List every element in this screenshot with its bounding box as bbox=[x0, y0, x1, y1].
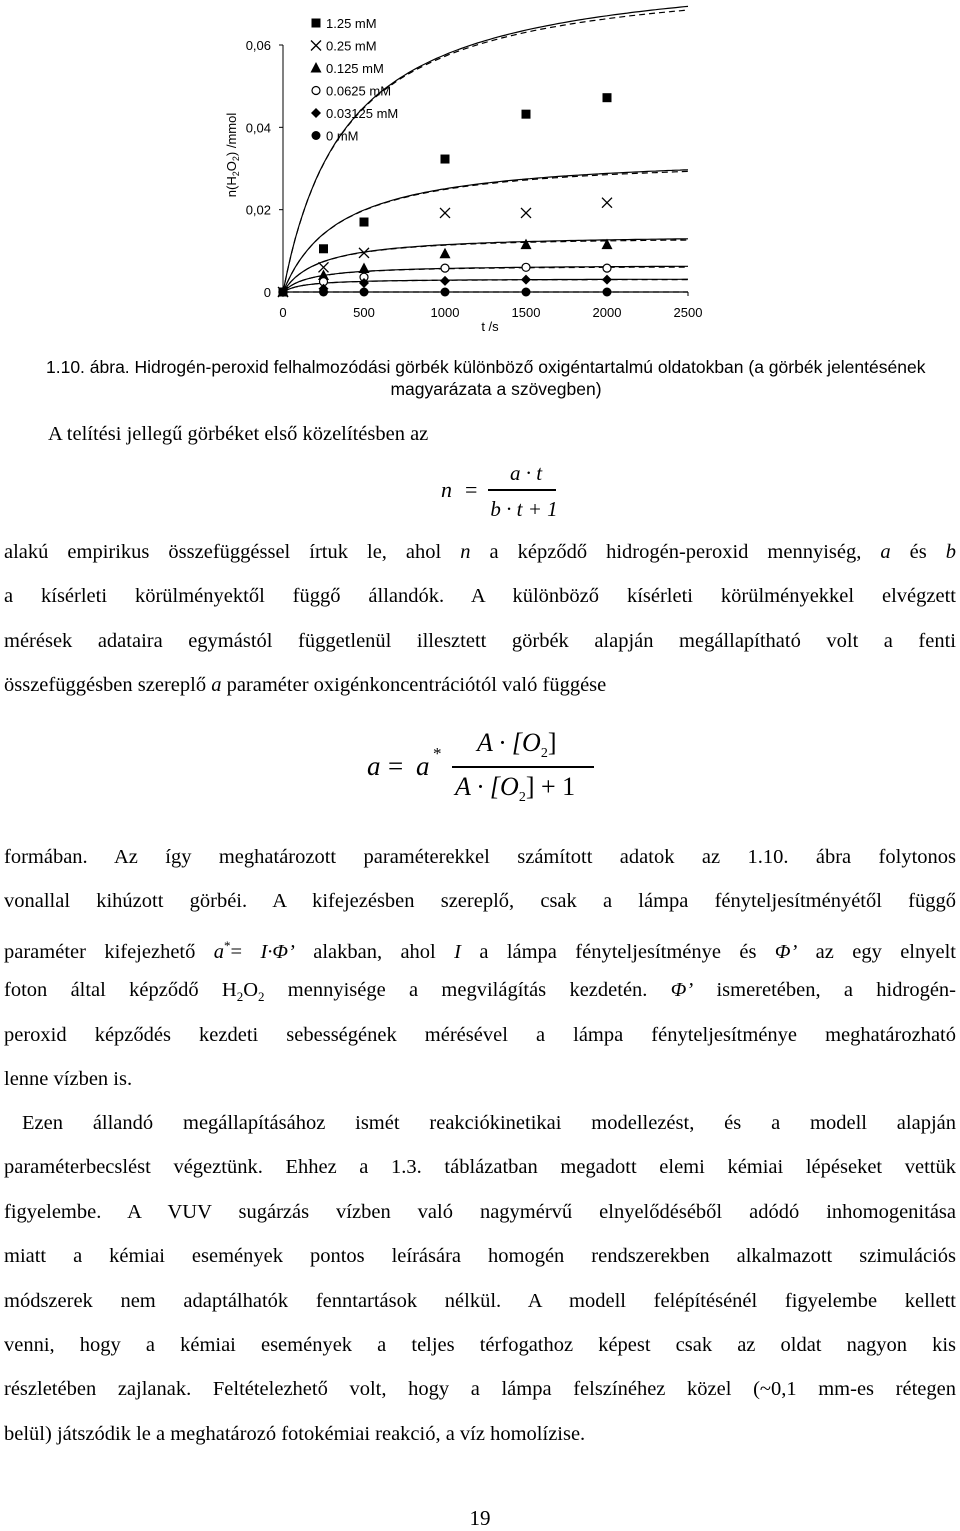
y-axis-label-part: n(H bbox=[224, 176, 239, 198]
p2-text: ismeretében, a hidrogén- bbox=[693, 979, 956, 1002]
data-point-triangle bbox=[359, 263, 370, 274]
var-i: I bbox=[454, 940, 461, 963]
p1-line4 bbox=[4, 663, 956, 707]
eq2-astar: a bbox=[416, 751, 430, 781]
data-point-circle-filled bbox=[603, 288, 612, 297]
p2-line3 bbox=[4, 924, 956, 968]
p1-text: alakú empirikus összefüggéssel írtuk le, ahol bbox=[4, 541, 461, 563]
legend-label: 0.25 mM bbox=[326, 38, 377, 54]
eq2-numerator bbox=[477, 728, 556, 769]
data-point-circle-open bbox=[603, 264, 611, 272]
p1-text: összefüggésben szereplő bbox=[4, 674, 212, 697]
eq2-num-sub: 2 bbox=[540, 746, 548, 762]
var-n: n bbox=[460, 541, 471, 563]
data-point-circle-filled bbox=[441, 288, 450, 297]
p3-line5: módszerek nem adaptálhatók fenntartások nélkül. A modell felépítésénél figyelembe kellett bbox=[4, 1289, 956, 1312]
p3-line2: paraméterbecslést végeztünk. Ehhez a 1.3. táblázatban megadott elemi kémiai lépéseket vettük bbox=[4, 1156, 956, 1179]
y-axis-label-sub: 2 bbox=[231, 171, 241, 177]
eq1-equals: = bbox=[465, 477, 478, 502]
x-tick-label: 1000 bbox=[430, 305, 460, 320]
data-point-square bbox=[319, 244, 328, 253]
eq2-equals: = bbox=[388, 751, 404, 781]
sub-2: 2 bbox=[258, 989, 265, 1005]
x-tick-label: 500 bbox=[353, 305, 375, 320]
eq2-fraction-bar bbox=[452, 766, 594, 768]
p2-text: mennyisége a megvilágítás kezdetén. bbox=[264, 979, 671, 1002]
p1-line1 bbox=[4, 530, 956, 574]
p1-line3: mérések adataira egymástól függetlenül illesztett görbék alapján megállapítható volt a fenti bbox=[4, 629, 956, 652]
p2-text: O bbox=[243, 979, 259, 1002]
data-point-circle-open bbox=[522, 263, 530, 271]
p2-line2: vonallal kihúzott görbéi. A kifejezésben szereplő, csak a lámpa fényteljesítményétől függő bbox=[4, 890, 956, 913]
paragraph-1 bbox=[4, 530, 956, 708]
figure-caption bbox=[46, 356, 926, 400]
eq2-denominator bbox=[455, 772, 575, 813]
data-point-square bbox=[522, 110, 531, 119]
fit-curve-solid bbox=[283, 170, 688, 292]
data-point-circle-filled bbox=[279, 288, 288, 297]
p1-text: paraméter oxigénkoncentrációtól való függése bbox=[221, 674, 607, 697]
eq2-lhs: a bbox=[367, 751, 381, 781]
p3-line8: belül) játszódik le a meghatározó fotokémiai reakció, a víz homolízise. bbox=[4, 1422, 586, 1445]
p2-text: alakban, ahol bbox=[294, 940, 455, 963]
paragraph-3 bbox=[4, 1101, 956, 1456]
p2-line6: lenne vízben is. bbox=[4, 1067, 133, 1090]
p1-text: és bbox=[890, 541, 946, 563]
y-axis-label bbox=[224, 113, 241, 198]
var-b: b bbox=[945, 541, 956, 563]
x-axis-label: t /s bbox=[481, 319, 499, 334]
y-axis-label-sub: 2 bbox=[231, 156, 241, 162]
x-tick-label: 2500 bbox=[673, 305, 703, 320]
intro-paragraph bbox=[4, 412, 956, 456]
eq2-num-close: ] bbox=[547, 728, 557, 757]
h2o2-accumulation-chart bbox=[0, 0, 960, 340]
chart-legend bbox=[311, 16, 399, 144]
legend-symbol-cross bbox=[311, 41, 321, 51]
p3-line6: venni, hogy a kémiai események a teljes térfogathoz képest csak az oldat nagyon kis bbox=[4, 1333, 956, 1356]
legend-label: 0.03125 mM bbox=[326, 106, 399, 121]
data-point-circle-open bbox=[441, 264, 449, 272]
data-point-diamond bbox=[602, 275, 612, 285]
data-point-triangle bbox=[521, 239, 532, 250]
x-tick-label: 1500 bbox=[511, 305, 541, 320]
data-point-cross bbox=[440, 208, 450, 218]
legend-label: 0.0625 mM bbox=[326, 83, 392, 99]
legend-label: 0 mM bbox=[326, 128, 359, 144]
data-point-diamond bbox=[440, 276, 450, 286]
p2-text: foton által képződő H bbox=[4, 979, 237, 1002]
p3-line3: figyelembe. A VUV sugárzás vízben való nagymérvű elnyelődéséből adódó inhomogenitása bbox=[4, 1200, 956, 1223]
legend-label: 1.25 mM bbox=[326, 16, 377, 31]
p2-text: az egy elnyelt bbox=[797, 940, 956, 963]
fit-curve-solid bbox=[283, 279, 688, 292]
p2-line4 bbox=[4, 968, 956, 1012]
p2-line5: peroxid képződés kezdeti sebességének mérésével a lámpa fényteljesítménye meghatározható bbox=[4, 1023, 956, 1046]
p3-line7: részletében zajlanak. Feltételezhető volt, hogy a lámpa felszínéhez közel (~0,1 mm-es rétegen bbox=[4, 1378, 956, 1401]
p3-line4: miatt a kémiai események pontos leírására homogén rendszerekben alkalmazott szimulációs bbox=[4, 1245, 956, 1268]
legend-symbol-circle-open bbox=[312, 87, 320, 95]
var-a: a bbox=[211, 674, 222, 697]
legend-symbol-circle-filled bbox=[312, 131, 321, 140]
y-axis-label-part: ) /mmol bbox=[224, 112, 239, 157]
y-tick-label: 0,02 bbox=[245, 202, 271, 218]
legend-symbol-triangle bbox=[311, 62, 322, 73]
data-point-square bbox=[360, 218, 369, 227]
eq1-lhs: n bbox=[441, 477, 452, 502]
fit-curve-dashed bbox=[283, 280, 688, 292]
figure-caption-line1: 1.10. ábra. Hidrogén-peroxid felhalmozódási görbék különböző oxigéntartalmú oldatokban (a görbék jelentésének bbox=[46, 357, 926, 377]
paragraph-2 bbox=[4, 835, 956, 1101]
eq1-numerator: a · t bbox=[509, 461, 543, 485]
data-point-square bbox=[441, 155, 450, 164]
star-sup: * bbox=[224, 937, 231, 953]
p1-line2: a kísérleti körülményektől függő állandók. A különböző kísérleti körülményekkel elvégzett bbox=[4, 585, 956, 608]
data-point-circle-filled bbox=[360, 288, 369, 297]
eq2-den-sub: 2 bbox=[518, 790, 526, 806]
page-number: 19 bbox=[469, 1506, 491, 1530]
data-point-diamond bbox=[521, 275, 531, 285]
eq2-star: * bbox=[433, 744, 442, 763]
p2-line1: formában. Az így meghatározott paraméterekkel számított adatok az 1.10. ábra folytonos bbox=[4, 846, 956, 868]
p3-line1: Ezen állandó megállapításához ismét reakciókinetikai modellezést, és a modell alapján bbox=[22, 1112, 956, 1134]
y-axis-label-part: O bbox=[224, 161, 239, 172]
var-a: a bbox=[213, 940, 225, 963]
var-a: a bbox=[880, 541, 891, 563]
data-point-circle-filled bbox=[319, 288, 328, 297]
x-tick-labels bbox=[279, 305, 702, 320]
var-phi: Φ’ bbox=[670, 979, 694, 1002]
var-phi: Φ’ bbox=[774, 940, 798, 963]
p2-text: paraméter kifejezhető bbox=[4, 940, 214, 963]
y-tick-label: 0,06 bbox=[245, 38, 271, 53]
p2-text: = bbox=[230, 940, 261, 963]
fit-curve-solid bbox=[283, 239, 688, 292]
data-point-circle-filled bbox=[522, 288, 531, 297]
y-tick-labels bbox=[246, 38, 271, 300]
fit-curve-dashed bbox=[283, 171, 688, 292]
eq1-denominator: b · t + 1 bbox=[490, 497, 558, 521]
y-tick-label: 0,04 bbox=[245, 120, 271, 136]
eq2-den-close: ] + 1 bbox=[525, 772, 576, 801]
data-point-cross bbox=[602, 198, 612, 208]
legend-label: 0.125 mM bbox=[326, 61, 384, 76]
data-point-cross bbox=[521, 208, 531, 218]
y-tick-label: 0 bbox=[263, 285, 271, 300]
p2-text: a lámpa fényteljesítménye és bbox=[460, 940, 775, 963]
sub-2: 2 bbox=[236, 989, 244, 1005]
x-tick-label: 0 bbox=[279, 305, 287, 320]
x-tick-label: 2000 bbox=[592, 305, 622, 320]
p1-text: a képződő hidrogén-peroxid mennyiség, bbox=[470, 541, 881, 563]
legend-symbol-square bbox=[312, 19, 321, 28]
data-point-triangle bbox=[440, 248, 451, 259]
figure-caption-line2: magyarázata a szövegben) bbox=[390, 379, 602, 399]
legend-symbol-diamond bbox=[311, 108, 321, 118]
intro-text: A telítési jellegű görbéket első közelítésben az bbox=[48, 423, 429, 445]
eq2-den-text: A · [O bbox=[455, 772, 519, 801]
data-point-square bbox=[603, 93, 612, 102]
eq1-fraction-bar bbox=[488, 489, 556, 491]
eq2-num-text: A · [O bbox=[477, 728, 541, 757]
var-iphi: I·Φ’ bbox=[260, 940, 295, 963]
